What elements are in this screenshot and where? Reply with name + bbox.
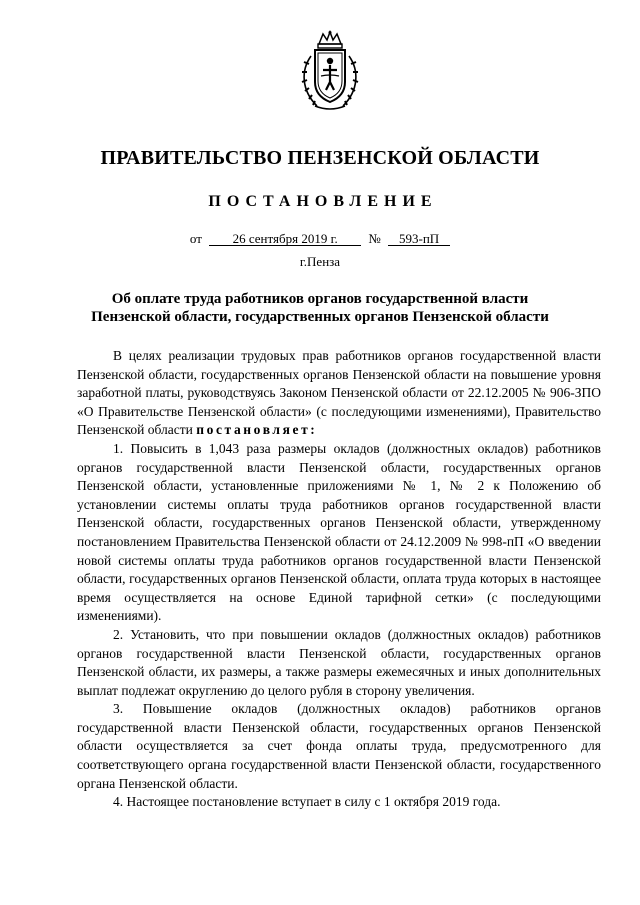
clause-paragraph: 4. Настоящее постановление вступает в силу с 1 октября 2019 года. <box>113 794 501 810</box>
date-number-line <box>0 231 640 247</box>
decides-word: постановляет: <box>196 422 318 438</box>
document-title-line-2: Пензенской области, государственных органов Пензенской области <box>91 309 549 325</box>
clause-paragraph: 2. Установить, что при повышении окладов (должностных окладов) работников органов государственной власти Пензенской области, государственных органов Пензенской области, их размеры, а также размеры ежемесячных и иных дополнительных выплат подлежат округлению до целого рубля в сторону увеличения. <box>77 626 601 698</box>
document-title-line-1: Об оплате труда работников органов государственной власти <box>111 291 529 307</box>
preamble-text: В целях реализации трудовых прав работников органов государственной власти Пензенской области, государственных органов Пензенской области на повышение уровня заработной платы, руководствуясь Законом Пензенской области от 22.12.2005 № 906-ЗПО «О Правительстве Пензенской области» (с последующими изменениями), Правительство Пензенской области <box>77 348 601 438</box>
city: г.Пенза <box>299 254 341 269</box>
preamble-paragraph <box>77 347 601 440</box>
government-name: ПРАВИТЕЛЬСТВО ПЕНЗЕНСКОЙ ОБЛАСТИ <box>100 147 540 169</box>
number-prefix: № <box>368 231 381 246</box>
clause-paragraph: 3. Повышение окладов (должностных окладов) работников органов государственной власти Пензенской области, государственных органов Пензенской области осуществляется за счет фонда оплаты труда, предусмотренного для соответствующего органа государственной власти Пензенской области, государственного органа Пензенской области. <box>77 701 601 791</box>
clause-paragraph: 1. Повысить в 1,043 раза размеры окладов (должностных окладов) работников органов государственной власти Пензенской области, государственных органов Пензенской области, установленные приложениями № 1, № 2 к Положению об установлении системы оплаты труда работников органов государственной власти Пензенской области, государственных органов Пензенской области, утвержденному постановлением Правительства Пензенской области от 24.12.2009 № 998-пП «О введении новой системы оплаты труда работников органов государственной власти Пензенской области, государственных органов Пензенской области, оплата труда которых в настоящее время осуществляется на основе Единой тарифной сетки» (с последующими изменениями). <box>77 440 601 624</box>
document-type: ПОСТАНОВЛЕНИЕ <box>208 193 438 210</box>
penza-coat-of-arms-icon <box>297 30 363 112</box>
document-body <box>77 347 601 812</box>
decree-number: 593-пП <box>388 232 450 246</box>
document-title <box>60 290 580 326</box>
decree-date: 26 сентября 2019 г. <box>209 232 361 246</box>
date-prefix: от <box>189 231 202 246</box>
